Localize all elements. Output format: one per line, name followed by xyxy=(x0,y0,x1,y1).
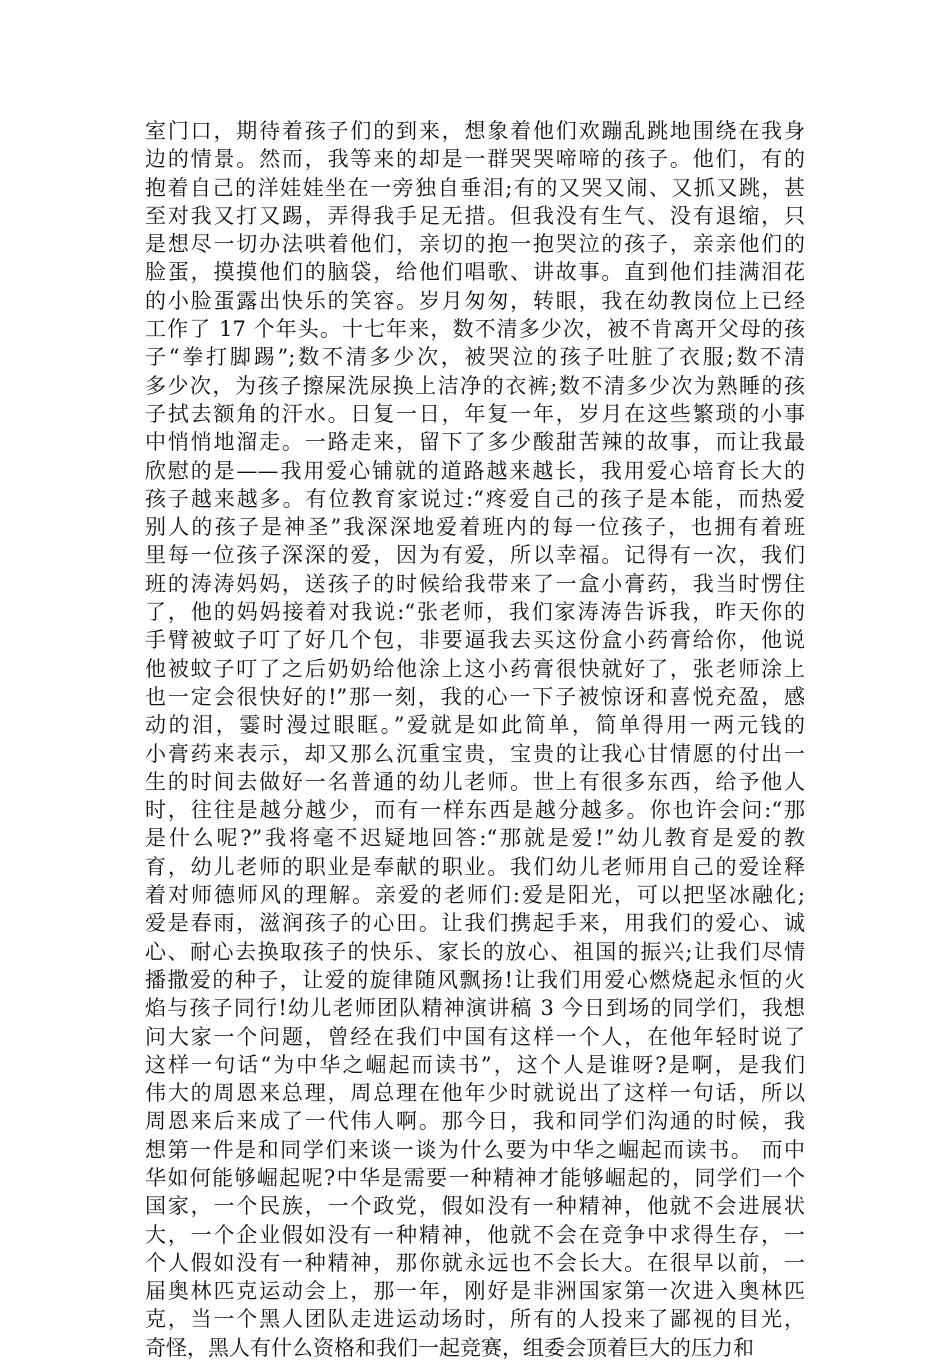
text-line: 播撒爱的种子，让爱的旋律随风飘扬!让我们用爱心燃烧起永恒的火 xyxy=(145,967,805,992)
text-line: 脸蛋，摸摸他们的脑袋，给他们唱歌、讲故事。直到他们挂满泪花 xyxy=(145,260,805,285)
text-line: 他被蚊子叮了之后奶奶给他涂上这小药膏很快就好了，张老师涂上 xyxy=(145,656,805,681)
text-line: 届奥林匹克运动会上，那一年，刚好是非洲国家第一次进入奥林匹 xyxy=(145,1279,805,1304)
text-line: 边的情景。然而，我等来的却是一群哭哭啼啼的孩子。他们，有的 xyxy=(145,147,805,172)
text-line: 动的泪，霎时漫过眼眶。”爱就是如此简单，简单得用一两元钱的 xyxy=(145,713,805,738)
text-line: 了，他的妈妈接着对我说:“张老师，我们家涛涛告诉我，昨天你的 xyxy=(145,600,805,625)
text-line: 周恩来后来成了一代伟人啊。那今日，我和同学们沟通的时候，我 xyxy=(145,1109,805,1134)
text-line: 班的涛涛妈妈，送孩子的时候给我带来了一盒小膏药，我当时愣住 xyxy=(145,571,805,596)
text-line: 着对师德师风的理解。亲爱的老师们:爱是阳光，可以把坚冰融化; xyxy=(145,883,805,908)
text-line: 手臂被蚊子叮了好几个包，非要逼我去买这份盒小药膏给你，他说 xyxy=(145,628,805,653)
text-line: 克，当一个黑人团队走进运动场时，所有的人投来了鄙视的目光， xyxy=(145,1307,805,1332)
text-line: 欣慰的是——我用爱心铺就的道路越来越长，我用爱心培育长大的 xyxy=(145,458,805,483)
text-line: 时，往往是越分越少，而有一样东西是越分越多。你也许会问:“那 xyxy=(145,798,805,823)
document-page xyxy=(145,117,805,1362)
text-line: 想第一件是和同学们来谈一谈为什么要为中华之崛起而读书。 而中 xyxy=(145,1137,805,1162)
text-line: 伟大的周恩来总理，周总理在他年少时就说出了这样一句话，所以 xyxy=(145,1081,805,1106)
text-line: 国家，一个民族，一个政党，假如没有一种精神，他就不会进展状 xyxy=(145,1194,805,1219)
text-line: 爱是春雨，滋润孩子的心田。让我们携起手来，用我们的爱心、诚 xyxy=(145,911,805,936)
text-line: 是什么呢?”我将毫不迟疑地回答:“那就是爱!”幼儿教育是爱的教 xyxy=(145,826,805,851)
text-line: 华如何能够崛起呢?中华是需要一种精神才能够崛起的，同学们一个 xyxy=(145,1165,805,1190)
text-line: 焰与孩子同行!幼儿老师团队精神演讲稿 3 今日到场的同学们，我想 xyxy=(145,996,805,1021)
text-line: 多少次，为孩子擦屎洗尿换上洁净的衣裤;数不清多少次为熟睡的孩 xyxy=(145,373,805,398)
text-line: 子“拳打脚踢”;数不清多少次，被哭泣的孩子吐脏了衣服;数不清 xyxy=(145,345,805,370)
text-line: 生的时间去做好一名普通的幼儿老师。世上有很多东西，给予他人 xyxy=(145,769,805,794)
text-line: 心、耐心去换取孩子的快乐、家长的放心、祖国的振兴;让我们尽情 xyxy=(145,939,805,964)
text-line: 的小脸蛋露出快乐的笑容。岁月匆匆，转眼，我在幼教岗位上已经 xyxy=(145,288,805,313)
text-line: 也一定会很快好的!”那一刻，我的心一下子被惊讶和喜悦充盈，感 xyxy=(145,684,805,709)
text-line: 这样一句话“为中华之崛起而读书”，这个人是谁呀?是啊，是我们 xyxy=(145,1052,805,1077)
text-line: 室门口，期待着孩子们的到来，想象着他们欢蹦乱跳地围绕在我身 xyxy=(145,119,805,143)
text-line: 工作了 17 个年头。十七年来，数不清多少次，被不肯离开父母的孩 xyxy=(145,317,805,342)
text-line: 子拭去额角的汗水。日复一日，年复一年，岁月在这些繁琐的小事 xyxy=(145,401,805,426)
text-line: 奇怪，黑人有什么资格和我们一起竞赛，组委会顶着巨大的压力和 xyxy=(145,1335,754,1360)
text-line: 是想尽一切办法哄着他们，亲切的抱一抱哭泣的孩子，亲亲他们的 xyxy=(145,232,805,257)
text-line: 小膏药来表示，却又那么沉重宝贵，宝贵的让我心甘情愿的付出一 xyxy=(145,741,805,766)
text-line: 大，一个企业假如没有一种精神，他就不会在竞争中求得生存，一 xyxy=(145,1222,805,1247)
text-line: 里每一位孩子深深的爱，因为有爱，所以幸福。记得有一次，我们 xyxy=(145,543,805,568)
text-line: 孩子越来越多。有位教育家说过:“疼爱自己的孩子是本能，而热爱 xyxy=(145,486,805,511)
text-line: 问大家一个问题，曾经在我们中国有这样一个人，在他年轻时说了 xyxy=(145,1024,805,1049)
text-line: 个人假如没有一种精神，那你就永远也不会长大。在很早以前，一 xyxy=(145,1250,805,1275)
text-line: 育，幼儿老师的职业是奉献的职业。我们幼儿老师用自己的爱诠释 xyxy=(145,854,805,879)
text-line: 至对我又打又踢，弄得我手足无措。但我没有生气、没有退缩，只 xyxy=(145,203,805,228)
text-line: 别人的孩子是神圣”我深深地爱着班内的每一位孩子，也拥有着班 xyxy=(145,515,805,540)
text-line: 抱着自己的洋娃娃坐在一旁独自垂泪;有的又哭又闹、又抓又跳，甚 xyxy=(145,175,805,200)
text-line: 中悄悄地溜走。一路走来，留下了多少酸甜苦辣的故事，而让我最 xyxy=(145,430,805,455)
